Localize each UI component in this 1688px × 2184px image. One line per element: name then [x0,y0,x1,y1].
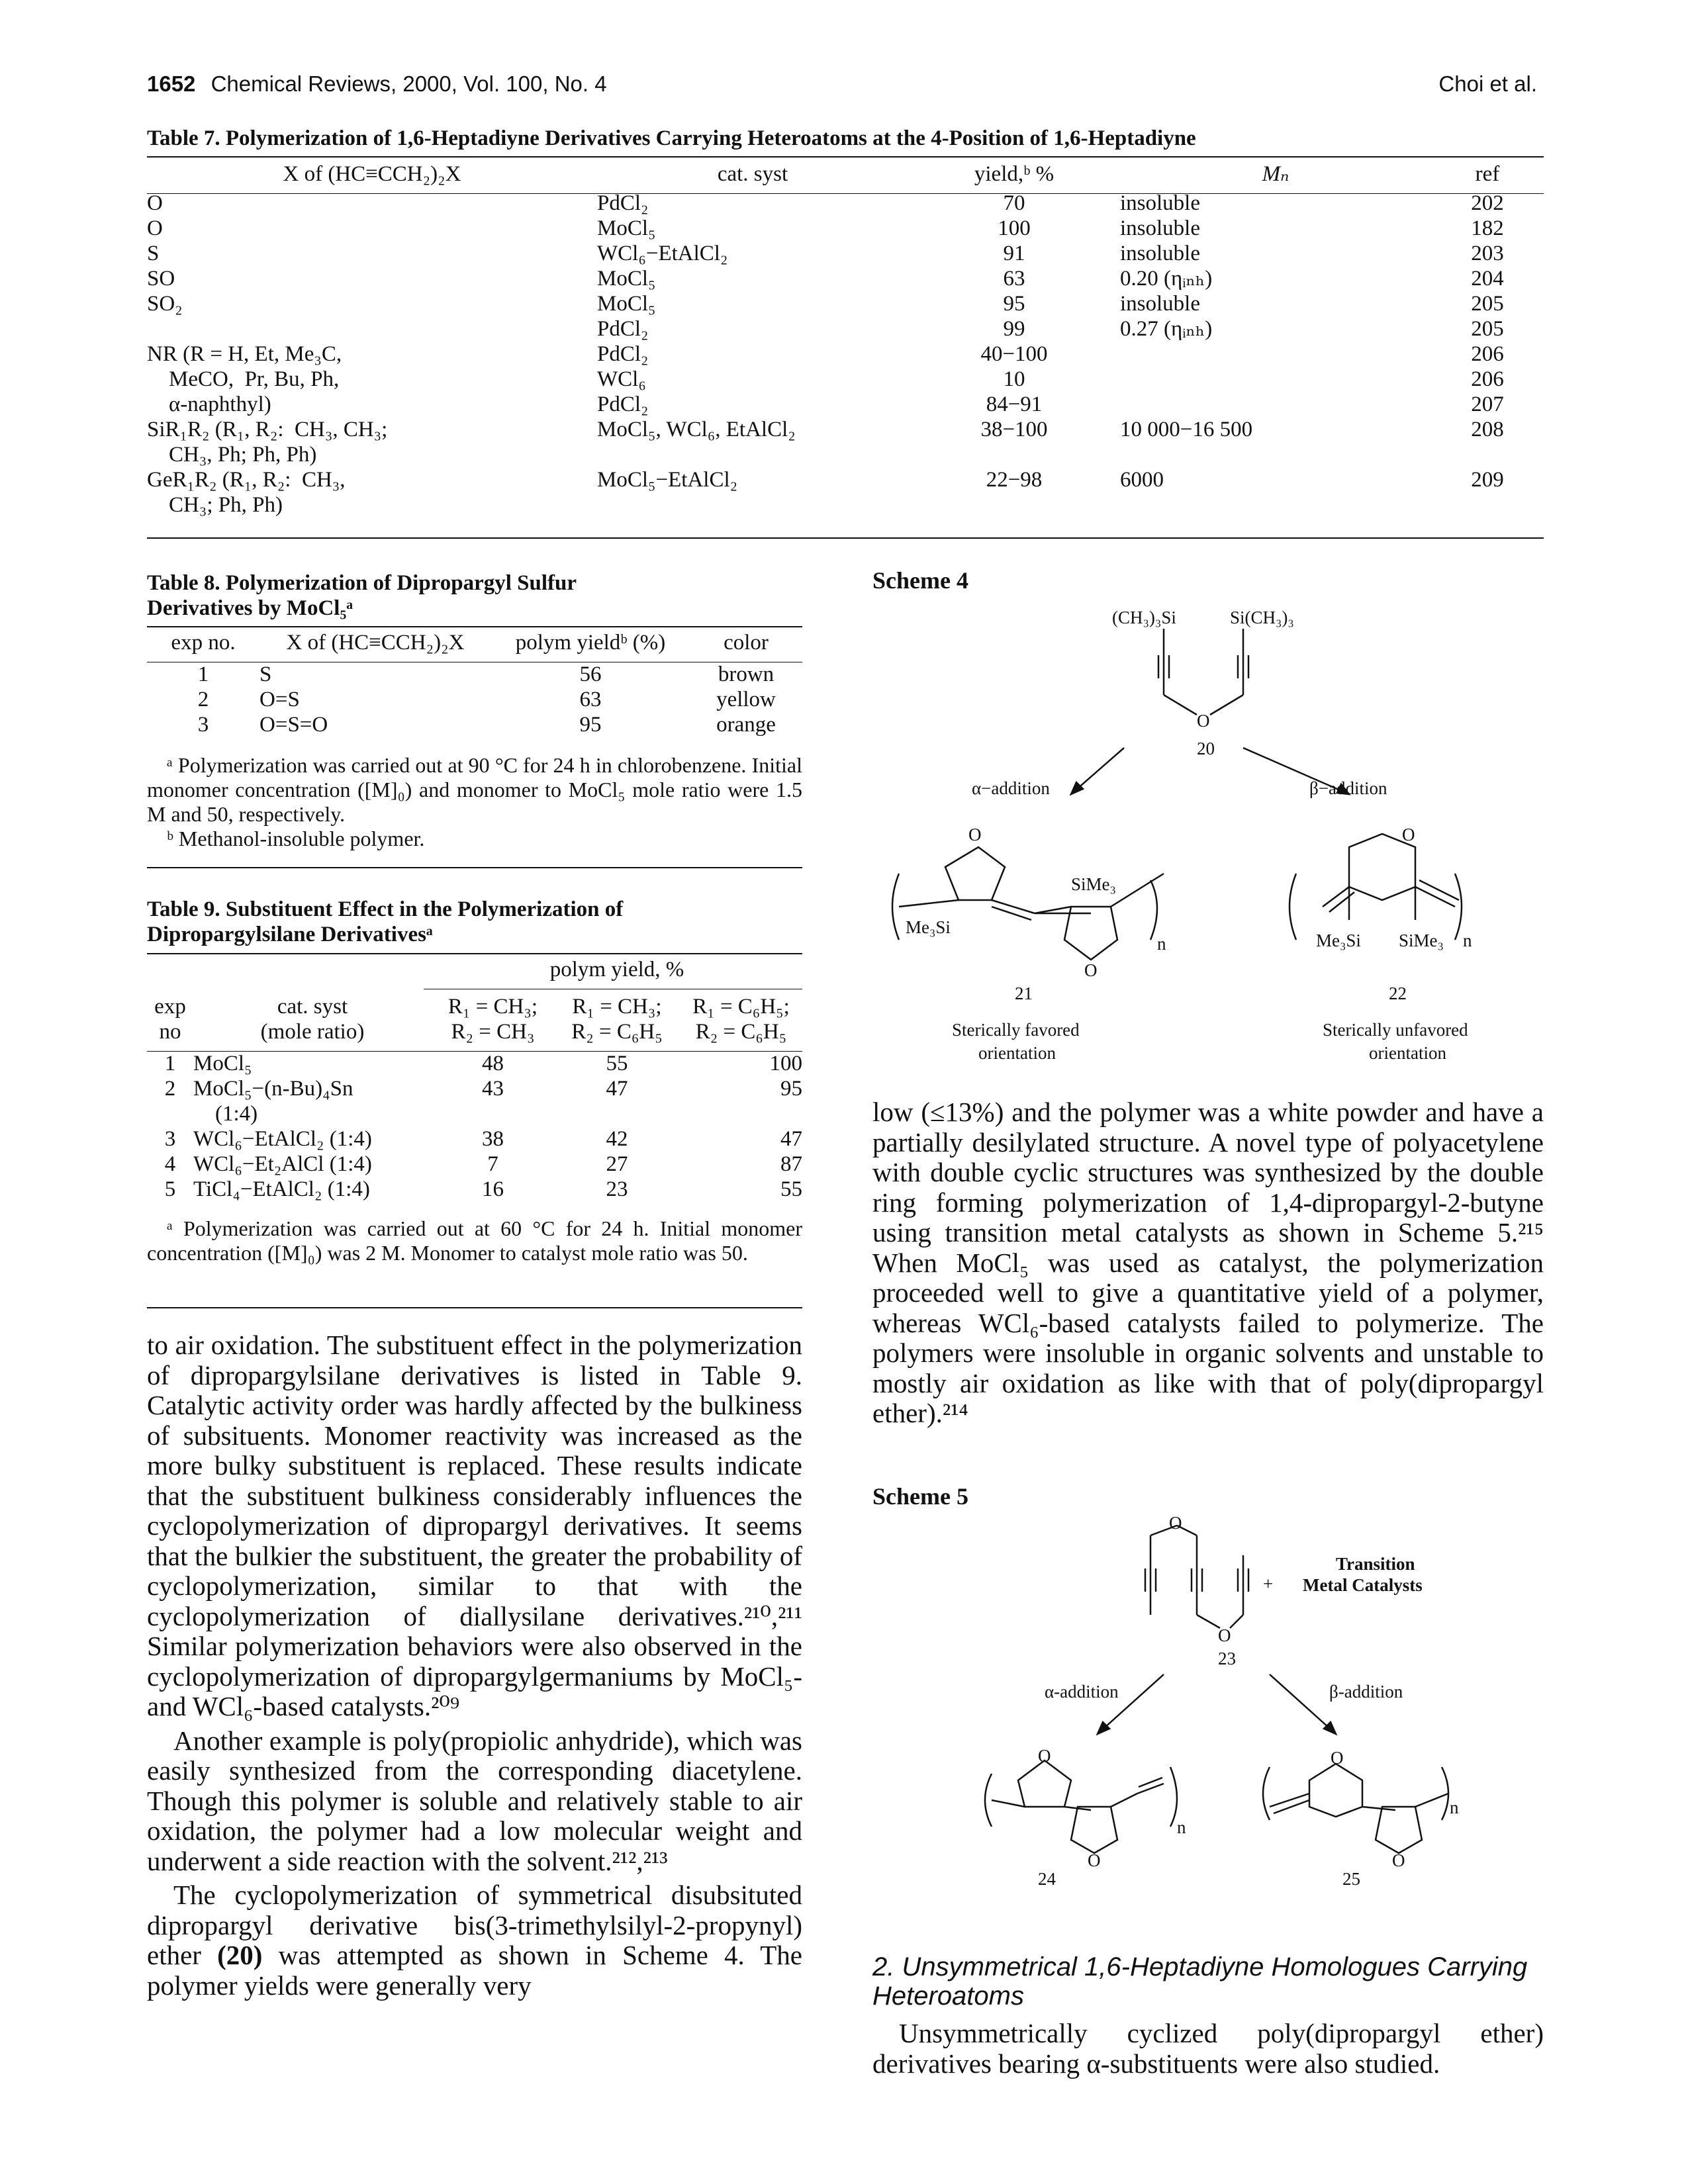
scheme5-25-n: n [1450,1797,1459,1817]
table9-cell-b: 47 [606,1077,628,1101]
table8-cell-color: yellow [716,688,776,711]
table7-cell-yield: 99 [1003,317,1025,341]
table7-row [147,392,1544,417]
table9-cell-exp: 2 [164,1077,176,1101]
left-paragraph-2: Another example is poly(propiolic anhydride), which was easily synthesized from the corresponding diacetylene. Though this polymer is soluble and relatively stable to air oxidation, the polymer had a low molecular weight and underwent a side reaction with the solvent.²¹²,²¹³ [147,1725,802,1876]
table8-cell-exp: 2 [197,688,209,711]
left-paragraph-3-post: was attempted as shown in Scheme 4. The polymer yields were generally very [147,1940,802,2001]
table7-cell-ref: 208 [1471,418,1504,441]
scheme5-diagram [872,1516,1548,1886]
scheme4-caption-22-line2: orientation [1369,1043,1446,1063]
table7-header-mn: Mₙ [1262,162,1289,186]
section-heading-line2: Heteroatoms [872,1981,1024,2011]
table7-cell-yield: 100 [998,216,1031,240]
table8-cell-exp: 3 [197,713,209,737]
table8-caption-line2: Derivatives by MoCl₅ᵃ [147,596,353,620]
scheme4-tms-left: (CH₃)₃Si [1112,608,1176,627]
table7-cell-ref: 209 [1471,468,1504,492]
table9-header-b1: R₁ = CH₃; [572,995,662,1019]
right-column-text [872,1097,1544,1429]
table9-cell-exp: 5 [164,1177,176,1201]
table9-caption [147,897,802,947]
table7-cell-mn: 0.20 (ηᵢₙₕ) [1120,267,1213,291]
scheme4-compound-21: 21 [1015,983,1033,1003]
scheme4-21-ring-oxygen: O [1084,960,1098,980]
table9-cell-c: 95 [780,1077,802,1101]
scheme5-compound-24: 24 [1038,1869,1056,1886]
table9-header-a2: R₂ = CH₃ [451,1020,535,1044]
table9-cell-a: 16 [482,1177,504,1201]
table7-cell-mn [1120,341,1431,367]
table7-row [147,216,1544,241]
compound-20-ref: (20) [217,1940,263,1970]
scheme5-24-oxygen: O [1038,1746,1051,1766]
table7-cell-x: CH₃, Ph; Ph, Ph) [147,443,317,467]
table7-cell-cat: MoCl₅ [597,216,656,240]
table7-cell-x: O [147,191,163,215]
scheme4-22-me3si: Me₃Si [1316,931,1361,950]
table7 [147,161,1544,518]
table9-body [147,994,802,1202]
table9-row [147,1076,802,1101]
table9-cell-cat: MoCl₅ [193,1052,252,1075]
table7-cell-ref: 204 [1471,267,1504,291]
table7-header-yield: yield,ᵇ % [974,162,1055,186]
table7-caption: Table 7. Polymerization of 1,6-Heptadiyne Derivatives Carrying Heteroatoms at the 4-Position of 1,6-Heptadiyne [147,126,1196,150]
table7-cell-mn [1120,492,1431,518]
table7-cell-cat: MoCl₅−EtAlCl₂ [597,468,738,492]
table7-cell-ref: 205 [1471,317,1504,341]
table7-cell-cat: PdCl₂ [597,317,649,341]
table9-cell-exp [147,1101,193,1126]
page-header [147,71,607,97]
table9-caption-line1: Table 9. Substituent Effect in the Polymerization of [147,897,624,921]
table7-row [147,316,1544,341]
table7-cell-cat: MoCl₅, WCl₆, EtAlCl₂ [597,418,796,441]
table8-cell-yield: 56 [579,662,602,686]
table7-cell-mn: 0.27 (ηᵢₙₕ) [1120,317,1213,341]
scheme5-23-oxygen: O [1218,1625,1231,1645]
table9-cell-c [680,1101,802,1126]
table9 [147,957,802,982]
scheme5-23-top-oxygen: O [1169,1516,1182,1533]
scheme4-beta-addition: β−addition [1309,778,1387,798]
table7-row [147,291,1544,316]
scheme4-21-sime3: SiMe₃ [1071,874,1116,894]
table7-cell-yield [908,442,1120,467]
table7-cell-mn: 10 000−16 500 [1120,418,1253,441]
table7-row [147,341,1544,367]
table7-cell-x: SiR₁R₂ (R₁, R₂: CH₃, CH₃; [147,418,388,441]
scheme5-24-ring-oxygen: O [1088,1850,1101,1870]
table7-header-cat: cat. syst [717,162,788,186]
table7-row [147,467,1544,492]
scheme4-22-oxygen: O [1402,825,1415,844]
table9-header-group: polym yield, % [549,958,684,981]
table7-cell-mn: insoluble [1120,191,1200,215]
scheme5-compound-23: 23 [1218,1649,1236,1668]
table8-cell-exp: 1 [197,662,209,686]
table7-cell-mn: 6000 [1120,468,1164,492]
table7-cell-cat: WCl₆ [597,367,646,391]
table9-header-c1: R₁ = C₆H₅; [692,995,790,1019]
left-column-text [147,1330,802,2001]
table9-footnote: ᵃ Polymerization was carried out at 60 °C for 24 h. Initial monomer concentration ([M]₀) was 2 M. Monomer to catalyst mole ratio was 50. [147,1216,802,1265]
scheme4-label: Scheme 4 [872,567,968,594]
table7-cell-yield: 22−98 [986,468,1043,492]
table9-cell-a: 38 [482,1127,504,1151]
table7-cell-cat: PdCl₂ [597,392,649,416]
table9-cell-b [554,1101,680,1126]
table9-caption-line2: Dipropargylsilane Derivativesᵃ [147,923,433,946]
left-paragraph-3 [147,1880,802,2001]
table7-cell-ref: 182 [1471,216,1504,240]
table7-cell-cat: MoCl₅ [597,292,656,316]
left-paragraph-1: to air oxidation. The substituent effect in the polymerization of dipropargylsilane derivatives is listed in Table 9. Catalytic activity order was hardly affected by the bulkiness of subsituents. Monomer reactivity was increased as the more bulky substituent is replaced. These results indicate that the substituent bulkiness considerably influences the cyclopolymerization of dipropargyl derivatives. It seems that the bulkier the substituent, the greater the probability of cyclopolymerization, similar to that with the cyclopolymerization of diallysilane derivatives.²¹⁰,²¹¹ Similar polymerization behaviors were also observed in the cyclopolymerization of dipropargylgermaniums by MoCl₅- and WCl₆-based catalysts.²⁰⁹ [147,1330,802,1721]
table8-caption [147,570,802,621]
table7-cell-x: O [147,216,163,240]
table9-row [147,1101,802,1126]
table7-cell-yield [908,492,1120,518]
table7-cell-x: GeR₁R₂ (R₁, R₂: CH₃, [147,468,346,492]
table7-cell-x [147,316,597,341]
table8-cell-yield: 95 [579,713,602,737]
scheme4-21-me3si: Me₃Si [906,917,951,937]
table7-cell-cat: PdCl₂ [597,342,649,366]
table7-cell-cat: WCl₆−EtAlCl₂ [597,242,728,265]
table8-cell-x: O=S [259,688,300,711]
table7-cell-yield: 10 [1003,367,1025,391]
table9-cell-exp: 4 [164,1152,176,1176]
table8-footnote-a: ᵃ Polymerization was carried out at 90 °C for 24 h in chlorobenzene. Initial monomer concentration ([M]₀) and monomer to MoCl₅ mole ratio were 1.5 M and 50, respectively. [147,753,802,826]
table8-caption-line1: Table 8. Polymerization of Dipropargyl Sulfur [147,571,577,595]
table9-header-cat1: cat. syst [277,995,348,1019]
scheme4-caption-22-line1: Sterically unfavored [1323,1020,1468,1040]
table7-cell-mn: insoluble [1120,242,1200,265]
table9-cell-b: 55 [606,1052,628,1075]
table9-cell-a: 43 [482,1077,504,1101]
scheme5-catalyst-line2: Metal Catalysts [1303,1575,1423,1595]
table7-row [147,367,1544,392]
page-number: 1652 [147,71,196,96]
scheme4-22-sime3: SiMe₃ [1399,931,1444,950]
table8-cell-x: O=S=O [259,713,328,737]
scheme5-alpha-addition: α-addition [1045,1682,1119,1702]
table7-cell-yield: 63 [1003,267,1025,291]
table7-cell-mn [1120,442,1431,467]
journal-citation: Chemical Reviews, 2000, Vol. 100, No. 4 [211,71,607,96]
table8-cell-x: S [259,662,272,686]
table7-cell-mn [1120,367,1431,392]
table7-header-x: X of (HC≡CCH₂)₂X [283,162,461,186]
scheme5-catalyst-line1: Transition [1336,1554,1415,1574]
table8-row [147,662,802,687]
table8-cell-color: brown [718,662,774,686]
table9-cell-a [432,1101,554,1126]
table7-cell-yield: 95 [1003,292,1025,316]
table9-cell-c: 55 [780,1177,802,1201]
table7-cell-ref: 207 [1471,392,1504,416]
scheme4-alpha-addition: α−addition [972,778,1050,798]
table9-row [147,1051,802,1076]
scheme4-tms-right: Si(CH₃)₃ [1230,608,1294,627]
table7-cell-ref [1431,442,1544,467]
table7-cell-yield: 40−100 [980,342,1048,366]
table7-cell-yield: 38−100 [980,418,1048,441]
scheme5-24-n: n [1177,1817,1186,1837]
scheme4-caption-21-line1: Sterically favored [952,1020,1080,1040]
right-paragraph-1: low (≤13%) and the polymer was a white powder and have a partially desilylated structure. A novel type of polyacetylene with double cyclic structures was synthesized by the double ring forming polymerization of 1,4-dipropargyl-2-butyne using transition metal catalysts as shown in Scheme 5.²¹⁵ When MoCl₅ was used as catalyst, the polymerization proceeded well to give a quantitative yield of a polymer, whereas WCl₆-based catalysts failed to polymerize. The polymers were insoluble in organic solvents and unstable to mostly air oxidation as like with that of poly(dipropargyl ether).²¹⁴ [872,1097,1544,1428]
table7-cell-ref: 202 [1471,191,1504,215]
table8-footnote-b: ᵇ Methanol-insoluble polymer. [167,827,425,850]
table7-cell-ref: 205 [1471,292,1504,316]
table9-cell-cat: (1:4) [193,1102,258,1126]
table7-cell-ref: 206 [1471,342,1504,366]
table9-cell-c: 87 [780,1152,802,1176]
table7-row [147,442,1544,467]
table9-cell-exp: 3 [164,1127,176,1151]
scheme5-plus: + [1263,1574,1274,1594]
table9-cell-a: 48 [482,1052,504,1075]
table7-row [147,417,1544,442]
table7-row [147,241,1544,266]
table9-header-cat2: (mole ratio) [260,1020,365,1044]
table8-cell-yield: 63 [579,688,602,711]
left-paragraph-3-pre: The cyclopolymerization of symmetrical disubsituted dipropargyl derivative bis(3-trimethylsilyl-2-propynyl) ether [147,1880,802,1970]
section-heading-line1: 2. Unsymmetrical 1,6-Heptadiyne Homologues Carrying [872,1952,1528,1981]
table7-row [147,266,1544,291]
scheme4-21-n: n [1157,934,1166,954]
table9-cell-cat: WCl₆−EtAlCl₂ (1:4) [193,1127,372,1151]
table8-cell-color: orange [716,713,776,737]
table9-cell-a: 7 [487,1152,498,1176]
table9-cell-cat: TiCl₄−EtAlCl₂ (1:4) [193,1177,370,1201]
table9-cell-b: 42 [606,1127,628,1151]
scheme4-compound-20: 20 [1197,739,1215,758]
table7-cell-mn: insoluble [1120,292,1200,316]
table9-cell-c: 100 [769,1052,802,1075]
table7-cell-x: SO₂ [147,292,183,316]
scheme5-compound-25: 25 [1342,1869,1360,1886]
table8-header-yield: polym yieldᵇ (%) [515,631,666,655]
table7-cell-cat: PdCl₂ [597,191,649,215]
section-paragraph: Unsymmetrically cyclized poly(dipropargyl ether) derivatives bearing α-substituents were also studied. [872,2018,1544,2079]
scheme4-caption-21-line2: orientation [978,1043,1056,1063]
table7-cell-yield: 84−91 [986,392,1043,416]
authors: Choi et al. [1438,71,1537,96]
table8-row [147,687,802,712]
table7-header-ref: ref [1475,162,1500,186]
scheme4-diagram [872,596,1548,1079]
table7-cell-cat [597,492,908,518]
table7-cell-cat: MoCl₅ [597,267,656,291]
scheme5-label: Scheme 5 [872,1483,968,1510]
table9-row [147,1177,802,1202]
table7-cell-x: SO [147,267,175,291]
table9-cell-c: 47 [780,1127,802,1151]
table7-cell-x: CH₃; Ph, Ph) [147,493,283,517]
table9-cell-exp: 1 [164,1052,176,1075]
table9-row [147,1126,802,1152]
table9-header-c2: R₂ = C₆H₅ [695,1020,787,1044]
table7-cell-x: NR (R = H, Et, Me₃C, [147,342,342,366]
table7-cell-x: MeCO, Pr, Bu, Ph, [147,367,340,391]
table9-cell-b: 23 [606,1177,628,1201]
table9-header-exp1: exp [154,995,186,1019]
table9-cell-cat: WCl₆−Et₂AlCl (1:4) [193,1152,372,1176]
table7-row [147,191,1544,216]
section-text [872,2019,1544,2079]
table7-cell-mn: insoluble [1120,216,1200,240]
table7-cell-x: α-naphthyl) [147,392,271,416]
table8-header-x: X of (HC≡CCH₂)₂X [286,631,465,655]
table7-cell-ref: 203 [1471,242,1504,265]
table9-header-a1: R₁ = CH₃; [447,995,538,1019]
table8-row [147,712,802,737]
table7-cell-yield: 70 [1003,191,1025,215]
scheme4-oxygen: O [1197,711,1210,731]
table9-row [147,1152,802,1177]
table9-cell-cat: MoCl₅−(n-Bu)₄Sn [193,1077,353,1101]
table9-header-b2: R₂ = C₆H₅ [571,1020,663,1044]
scheme4-compound-22: 22 [1389,983,1407,1003]
table8-header-exp: exp no. [171,631,236,655]
scheme5-25-oxygen: O [1331,1748,1344,1768]
scheme4-21-oxygen: O [968,825,982,844]
section-heading [872,1952,1544,2011]
scheme4-22-n: n [1463,931,1472,950]
table7-cell-ref [1431,492,1544,518]
table9-header-exp2: no [159,1020,181,1044]
table7-cell-x: S [147,242,160,265]
table7-row [147,492,1544,518]
scheme5-beta-addition: β-addition [1329,1682,1403,1702]
table8-footnotes [147,753,802,851]
scheme5-25-ring-oxygen: O [1392,1850,1405,1870]
table7-cell-mn [1120,392,1431,417]
table8-header-color: color [724,631,769,655]
table7-cell-ref: 206 [1471,367,1504,391]
table9-cell-b: 27 [606,1152,628,1176]
table7-cell-cat [597,442,908,467]
table7-cell-yield: 91 [1003,242,1025,265]
table8 [147,630,802,737]
